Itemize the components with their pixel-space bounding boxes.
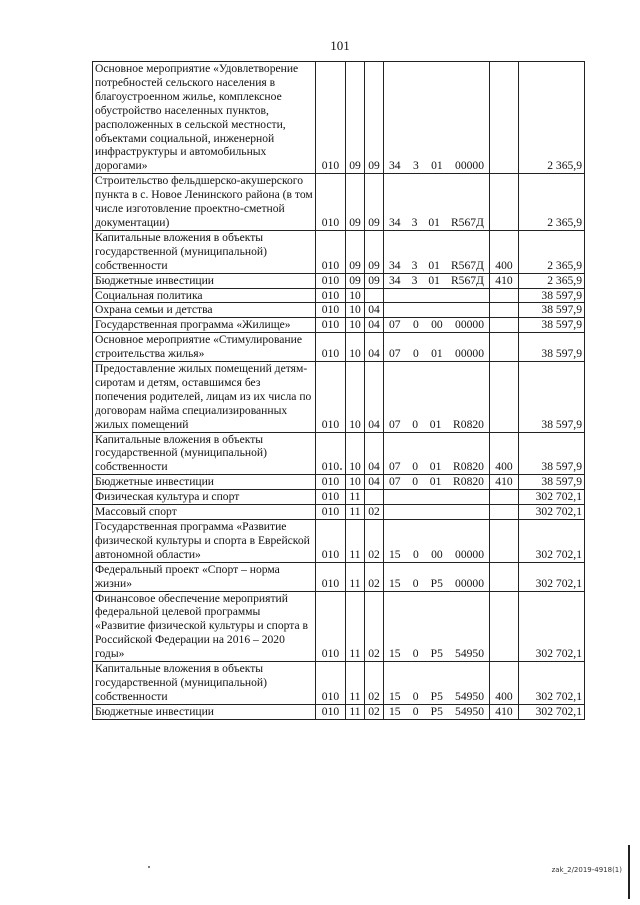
row-amount: 302 702,1 — [519, 520, 585, 563]
row-event-code: P5 — [430, 689, 443, 703]
table-row — [93, 490, 585, 505]
row-program-code: 07 — [389, 460, 401, 474]
row-section: 10 — [346, 362, 365, 433]
row-amount: 38 597,9 — [519, 318, 585, 333]
row-subsection: 04 — [365, 475, 384, 490]
row-program-code: 15 — [389, 647, 401, 661]
row-subprogram-code: 0 — [412, 347, 419, 361]
row-section: 10 — [346, 318, 365, 333]
row-target-article — [384, 505, 490, 520]
row-section: 10 — [346, 333, 365, 362]
row-expense-type — [490, 562, 519, 591]
row-section: 10 — [346, 288, 365, 303]
table-row — [93, 662, 585, 705]
row-event-code: P5 — [430, 576, 443, 590]
row-target-article — [384, 174, 490, 231]
row-expense-type: 410 — [490, 704, 519, 719]
row-name: Капитальные вложения в объекты государственной (муниципальной) собственности — [93, 662, 316, 705]
row-direction-code: R0820 — [453, 460, 484, 474]
row-section: 11 — [346, 662, 365, 705]
row-expense-type — [490, 520, 519, 563]
row-section: 11 — [346, 704, 365, 719]
row-target-article — [384, 662, 490, 705]
row-amount: 38 597,9 — [519, 303, 585, 318]
row-section: 11 — [346, 562, 365, 591]
row-grbs: 010 — [316, 333, 346, 362]
row-grbs: 010 — [316, 490, 346, 505]
row-program-code: 15 — [389, 689, 401, 703]
table-row — [93, 591, 585, 662]
row-direction-code: 00000 — [455, 576, 484, 590]
budget-table — [92, 61, 585, 720]
row-subprogram-code: 0 — [412, 460, 419, 474]
row-amount: 38 597,9 — [519, 475, 585, 490]
row-name: Бюджетные инвестиции — [93, 273, 316, 288]
row-grbs: 010 — [316, 288, 346, 303]
row-name: Предоставление жилых помещений детям-сиротам и детям, оставшимся без попечения родителей, лицам из их числа по договорам найма специализированных жилых помещений — [93, 362, 316, 433]
row-subsection: 09 — [365, 62, 384, 174]
row-amount: 2 365,9 — [519, 230, 585, 273]
row-grbs: 010 — [316, 704, 346, 719]
row-subsection: 02 — [365, 520, 384, 563]
footer-code: zak_2/2019-4918(1) — [551, 866, 622, 874]
row-subprogram-code: 0 — [412, 547, 419, 561]
row-section: 10 — [346, 303, 365, 318]
table-row — [93, 505, 585, 520]
row-direction-code: 54950 — [455, 689, 484, 703]
row-amount: 302 702,1 — [519, 704, 585, 719]
row-name: Основное мероприятие «Удовлетворение потребностей сельского населения в благоустроенном жилье, комплексное обустройство населенных пунктов, расположенных в сельской местности, объектами социальной, инженерной инфраструктуры и автомобильных дорогами» — [93, 62, 316, 174]
row-target-article — [384, 520, 490, 563]
row-subprogram-code: 3 — [411, 273, 418, 287]
row-grbs: 010 — [316, 432, 346, 475]
row-subprogram-code: 0 — [412, 318, 419, 332]
row-subprogram-code: 0 — [412, 475, 419, 489]
row-expense-type — [490, 505, 519, 520]
scan-speck — [340, 468, 342, 470]
row-subsection: 09 — [365, 273, 384, 288]
table-row — [93, 230, 585, 273]
row-expense-type — [490, 303, 519, 318]
row-amount: 2 365,9 — [519, 62, 585, 174]
row-amount: 2 365,9 — [519, 174, 585, 231]
row-target-article — [384, 591, 490, 662]
row-name: Государственная программа «Жилище» — [93, 318, 316, 333]
row-section: 09 — [346, 273, 365, 288]
table-row — [93, 303, 585, 318]
row-grbs: 010 — [316, 318, 346, 333]
row-program-code: 07 — [389, 475, 401, 489]
row-section: 09 — [346, 174, 365, 231]
row-grbs: 010 — [316, 230, 346, 273]
row-subsection: 02 — [365, 704, 384, 719]
row-subsection: 04 — [365, 362, 384, 433]
row-subprogram-code: 3 — [411, 258, 418, 272]
row-grbs: 010 — [316, 520, 346, 563]
row-program-code: 15 — [389, 576, 401, 590]
row-section: 11 — [346, 490, 365, 505]
row-target-article — [384, 230, 490, 273]
row-name: Физическая культура и спорт — [93, 490, 316, 505]
row-grbs: 010 — [316, 62, 346, 174]
row-subsection: 09 — [365, 230, 384, 273]
table-row — [93, 174, 585, 231]
row-direction-code: R567Д — [450, 258, 484, 272]
table-row — [93, 704, 585, 719]
table-row — [93, 273, 585, 288]
row-section: 10 — [346, 475, 365, 490]
row-event-code: 01 — [429, 417, 442, 431]
row-subprogram-code: 3 — [412, 159, 419, 173]
row-target-article — [384, 303, 490, 318]
row-event-code: 01 — [429, 475, 442, 489]
row-amount: 302 702,1 — [519, 505, 585, 520]
row-expense-type: 400 — [490, 432, 519, 475]
row-name: Федеральный проект «Спорт – норма жизни» — [93, 562, 316, 591]
row-expense-type — [490, 490, 519, 505]
row-subsection: 04 — [365, 432, 384, 475]
row-amount: 38 597,9 — [519, 362, 585, 433]
row-expense-type: 410 — [490, 273, 519, 288]
row-expense-type: 400 — [490, 662, 519, 705]
row-subsection: 02 — [365, 662, 384, 705]
row-subsection: 04 — [365, 303, 384, 318]
row-target-article — [384, 362, 490, 433]
row-event-code: 01 — [428, 258, 440, 272]
row-program-code: 34 — [389, 258, 401, 272]
row-direction-code: R0820 — [453, 475, 484, 489]
row-name: Финансовое обеспечение мероприятий федеральной целевой программы «Развитие физической культуры и спорта в Российской Федерации на 2016 – 2020 годы» — [93, 591, 316, 662]
row-name: Социальная политика — [93, 288, 316, 303]
row-target-article — [384, 432, 490, 475]
table-row — [93, 362, 585, 433]
row-direction-code: R567Д — [450, 273, 484, 287]
row-subsection: 02 — [365, 591, 384, 662]
row-event-code: P5 — [430, 704, 443, 718]
row-target-article — [384, 475, 490, 490]
row-subprogram-code: 3 — [411, 215, 418, 229]
row-target-article — [384, 62, 490, 174]
row-name: Массовый спорт — [93, 505, 316, 520]
row-direction-code: 00000 — [455, 318, 484, 332]
row-subprogram-code: 0 — [412, 689, 419, 703]
table-row — [93, 333, 585, 362]
row-program-code: 34 — [389, 159, 401, 173]
row-expense-type — [490, 174, 519, 231]
row-grbs: 010 — [316, 562, 346, 591]
row-event-code: 01 — [431, 347, 443, 361]
row-program-code: 34 — [389, 273, 401, 287]
row-name: Охрана семьи и детства — [93, 303, 316, 318]
row-amount: 302 702,1 — [519, 591, 585, 662]
row-expense-type: 400 — [490, 230, 519, 273]
row-section: 11 — [346, 520, 365, 563]
row-amount: 38 597,9 — [519, 288, 585, 303]
row-subsection: 04 — [365, 333, 384, 362]
row-direction-code: 54950 — [455, 704, 484, 718]
row-grbs: 010 — [316, 591, 346, 662]
row-name: Строительство фельдшерско-акушерского пункта в с. Новое Ленинского района (в том числе изготовление проектно-сметной документации) — [93, 174, 316, 231]
row-program-code: 07 — [389, 417, 401, 431]
row-grbs: 010 — [316, 662, 346, 705]
row-grbs: 010 — [316, 362, 346, 433]
row-direction-code: R567Д — [450, 215, 484, 229]
row-subsection: 04 — [365, 318, 384, 333]
row-amount: 38 597,9 — [519, 333, 585, 362]
row-direction-code: 00000 — [455, 159, 484, 173]
row-event-code: 01 — [429, 460, 442, 474]
row-event-code: 01 — [431, 159, 443, 173]
row-direction-code: R0820 — [453, 417, 484, 431]
row-subprogram-code: 0 — [412, 576, 419, 590]
row-subsection — [365, 490, 384, 505]
row-subsection — [365, 288, 384, 303]
row-expense-type — [490, 362, 519, 433]
row-grbs: 010 — [316, 303, 346, 318]
row-name: Бюджетные инвестиции — [93, 475, 316, 490]
row-event-code: 00 — [431, 547, 443, 561]
row-subprogram-code: 0 — [412, 417, 419, 431]
row-section: 10 — [346, 432, 365, 475]
scan-speck — [148, 866, 150, 868]
row-section: 11 — [346, 505, 365, 520]
row-program-code: 07 — [389, 347, 401, 361]
row-subsection: 02 — [365, 562, 384, 591]
row-section: 11 — [346, 591, 365, 662]
row-event-code: 00 — [431, 318, 443, 332]
row-expense-type — [490, 591, 519, 662]
row-expense-type — [490, 333, 519, 362]
row-target-article — [384, 318, 490, 333]
row-amount: 2 365,9 — [519, 273, 585, 288]
row-target-article — [384, 704, 490, 719]
row-target-article — [384, 288, 490, 303]
row-target-article — [384, 562, 490, 591]
row-program-code: 07 — [389, 318, 401, 332]
row-program-code: 15 — [389, 704, 401, 718]
row-subsection: 09 — [365, 174, 384, 231]
table-row — [93, 318, 585, 333]
row-grbs: 010 — [316, 475, 346, 490]
row-grbs: 010 — [316, 174, 346, 231]
row-subprogram-code: 0 — [412, 647, 419, 661]
page-number: 101 — [330, 38, 350, 53]
table-body — [93, 62, 585, 720]
row-expense-type — [490, 318, 519, 333]
table-row — [93, 475, 585, 490]
row-amount: 302 702,1 — [519, 490, 585, 505]
table-row — [93, 562, 585, 591]
row-grbs: 010 — [316, 273, 346, 288]
table-row — [93, 432, 585, 475]
row-target-article — [384, 333, 490, 362]
row-amount: 302 702,1 — [519, 662, 585, 705]
row-direction-code: 00000 — [455, 547, 484, 561]
row-name: Капитальные вложения в объекты государственной (муниципальной) собственности — [93, 230, 316, 273]
row-target-article — [384, 490, 490, 505]
row-section: 09 — [346, 62, 365, 174]
row-name: Основное мероприятие «Стимулирование строительства жилья» — [93, 333, 316, 362]
row-program-code: 34 — [389, 215, 401, 229]
row-expense-type: 410 — [490, 475, 519, 490]
row-subprogram-code: 0 — [412, 704, 419, 718]
row-event-code: 01 — [428, 273, 440, 287]
row-expense-type — [490, 62, 519, 174]
margin-rule — [628, 845, 630, 899]
row-direction-code: 54950 — [455, 647, 484, 661]
row-direction-code: 00000 — [455, 347, 484, 361]
row-target-article — [384, 273, 490, 288]
row-subsection: 02 — [365, 505, 384, 520]
row-grbs: 010 — [316, 505, 346, 520]
row-program-code: 15 — [389, 547, 401, 561]
row-expense-type — [490, 288, 519, 303]
table-row — [93, 62, 585, 174]
row-event-code: 01 — [428, 215, 440, 229]
row-event-code: P5 — [430, 647, 443, 661]
table-row — [93, 288, 585, 303]
row-section: 09 — [346, 230, 365, 273]
row-name: Государственная программа «Развитие физической культуры и спорта в Еврейской автономной области» — [93, 520, 316, 563]
row-amount: 38 597,9 — [519, 432, 585, 475]
row-name: Капитальные вложения в объекты государственной (муниципальной) собственности — [93, 432, 316, 475]
table-row — [93, 520, 585, 563]
row-name: Бюджетные инвестиции — [93, 704, 316, 719]
row-amount: 302 702,1 — [519, 562, 585, 591]
